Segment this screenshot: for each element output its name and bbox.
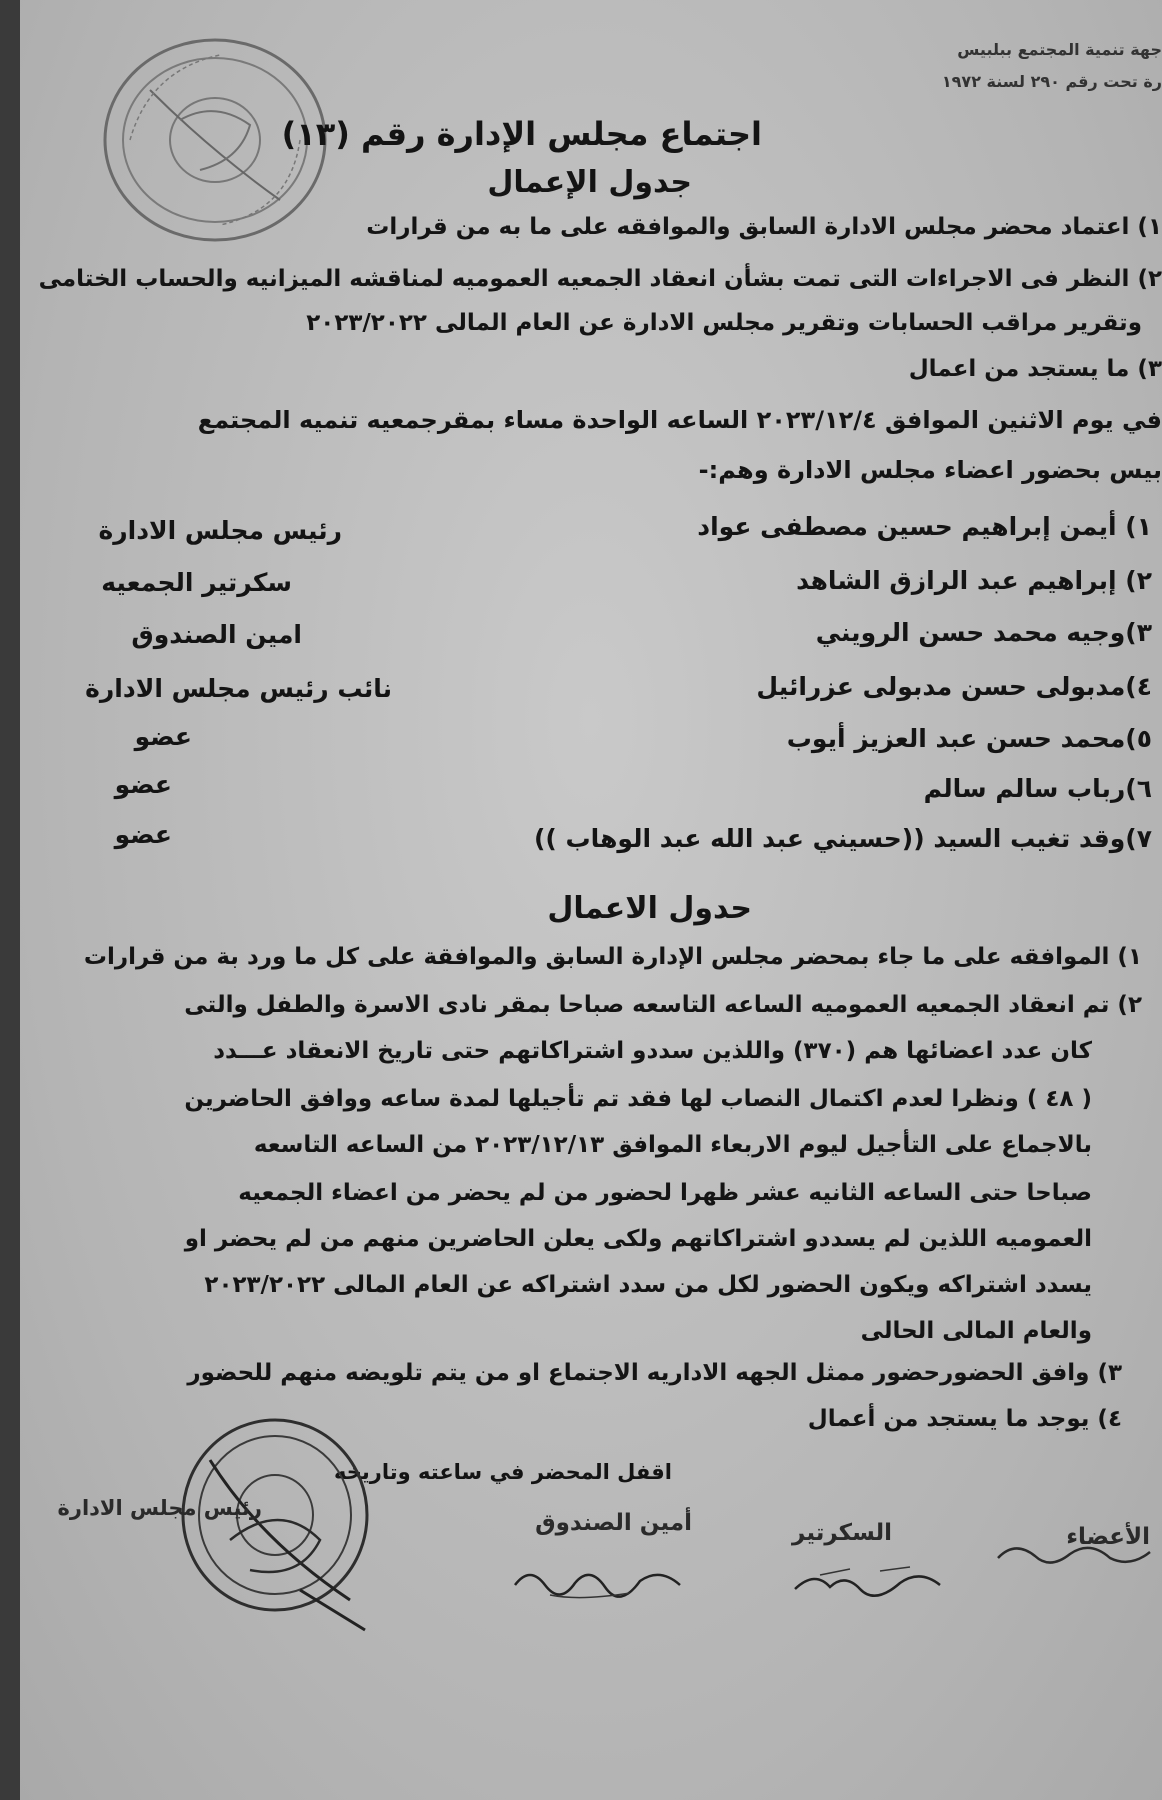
decision-line-8: يسدد اشتراكه ويكون الحضور لكل من سدد اشتراكه عن العام المالى ٢٠٢٣/٢٠٢٢ <box>204 1272 1092 1298</box>
member-signature <box>990 1530 1160 1580</box>
decision-line-2: ٢) تم انعقاد الجمعيه العموميه الساعه التاسعه صباحا بمقر نادى الاسرة والطفل والتى <box>184 992 1142 1018</box>
meeting-title: اجتماع مجلس الإدارة رقم (١٣) <box>281 115 762 153</box>
decision-line-3: كان عدد اعضائها هم (٣٧٠) واللذين سددو اشتراكاتهم حتى تاريخ الانعقاد عـــدد <box>213 1038 1092 1064</box>
secretary-signature <box>790 1555 950 1605</box>
member-role-4: نائب رئيس مجلس الادارة <box>85 674 392 703</box>
member-name-6: ٦)رباب سالم سالم <box>923 774 1152 803</box>
member-name-5: ٥)محمد حسن عبد العزيز أيوب <box>786 724 1152 753</box>
decision-line-6: صباحا حتى الساعه الثانيه عشر ظهرا لحضور من لم يحضر من اعضاء الجمعيه <box>238 1180 1092 1206</box>
member-name-4: ٤)مدبولى حسن مدبولى عزرائيل <box>756 672 1152 701</box>
decision-line-5: بالاجماع على التأجيل ليوم الاربعاء الموافق ٢٠٢٣/١٢/١٣ من الساعه التاسعه <box>253 1132 1092 1158</box>
decision-line-11: ٤) يوجد ما يستجد من أعمال <box>807 1406 1122 1432</box>
member-name-1: ١) أيمن إبراهيم حسين مصطفى عواد <box>697 512 1152 541</box>
meeting-attendance-line: بيس بحضور اعضاء مجلس الادارة وهم:- <box>698 456 1162 484</box>
member-role-6: عضو <box>114 770 172 799</box>
member-role-1: رئيس مجلس الادارة <box>98 516 342 545</box>
member-name-2: ٢) إبراهيم عبد الرازق الشاهد <box>796 566 1152 595</box>
agenda-item-1: ١) اعتماد محضر مجلس الادارة السابق والموافقه على ما به من قرارات <box>366 214 1162 240</box>
decision-line-1: ١) الموافقه على ما جاء بمحضر مجلس الإدارة السابق والموافقة على كل ما ورد بة من قرارات <box>83 944 1142 970</box>
document-page <box>20 0 1162 1800</box>
agenda-item-3: ٣) ما يستجد من اعمال <box>908 356 1162 382</box>
member-role-2: سكرتير الجمعيه <box>101 568 292 597</box>
closing-line: اقفل المحضر في ساعته وتاريخه <box>334 1460 672 1484</box>
org-registration-line: رة تحت رقم ٢٩٠ لسنة ١٩٧٢ <box>941 72 1162 91</box>
decision-line-10: ٣) وافق الحضورحضور ممثل الجهه الاداريه الاجتماع او من يتم تلويضه منهم للحضور <box>187 1360 1122 1386</box>
org-name-line: جهة تنمية المجتمع ببلبيس <box>957 40 1162 59</box>
decision-line-7: العموميه اللذين لم يسددو اشتراكاتهم ولكى يعلن الحاضرين منهم من لم يحضر او <box>184 1226 1092 1252</box>
meeting-date-line: في يوم الاثنين الموافق ٢٠٢٣/١٢/٤ الساعه الواحدة مساء بمقرجمعيه تنميه المجتمع <box>197 406 1162 434</box>
decision-line-9: والعام المالى الحالى <box>860 1318 1092 1344</box>
member-role-7: عضو <box>114 820 172 849</box>
member-role-5: عضو <box>134 722 192 751</box>
signature-label-secretary: السكرتير <box>792 1520 892 1546</box>
agenda-item-2: ٢) النظر فى الاجراءات التى تمت بشأن انعقاد الجمعيه العموميه لمناقشه الميزانيه والحساب الختامى <box>38 266 1162 292</box>
signature-label-chairman: رئيس مجلس الادارة <box>57 1496 262 1520</box>
member-name-3: ٣)وجيه محمد حسن الرويني <box>815 618 1152 647</box>
bottom-seal-stamp <box>150 1390 410 1650</box>
agenda-title: جدول الإعمال <box>487 165 692 200</box>
agenda-item-2-cont: وتقرير مراقب الحسابات وتقرير مجلس الادارة عن العام المالى ٢٠٢٣/٢٠٢٢ <box>306 310 1142 336</box>
member-name-7: ٧)وقد تغيب السيد ((حسيني عبد الله عبد الوهاب )) <box>534 824 1152 853</box>
decision-line-4: ( ٤٨ ) ونظرا لعدم اكتمال النصاب لها فقد تم تأجيلها لمدة ساعه ووافق الحاضرين <box>184 1086 1092 1112</box>
treasurer-signature <box>510 1555 690 1605</box>
decisions-title: حدول الاعمال <box>547 891 752 926</box>
signature-label-treasurer: أمين الصندوق <box>535 1510 692 1536</box>
signature-label-members: الأعضاء <box>1066 1524 1150 1550</box>
member-role-3: امين الصندوق <box>131 620 302 649</box>
